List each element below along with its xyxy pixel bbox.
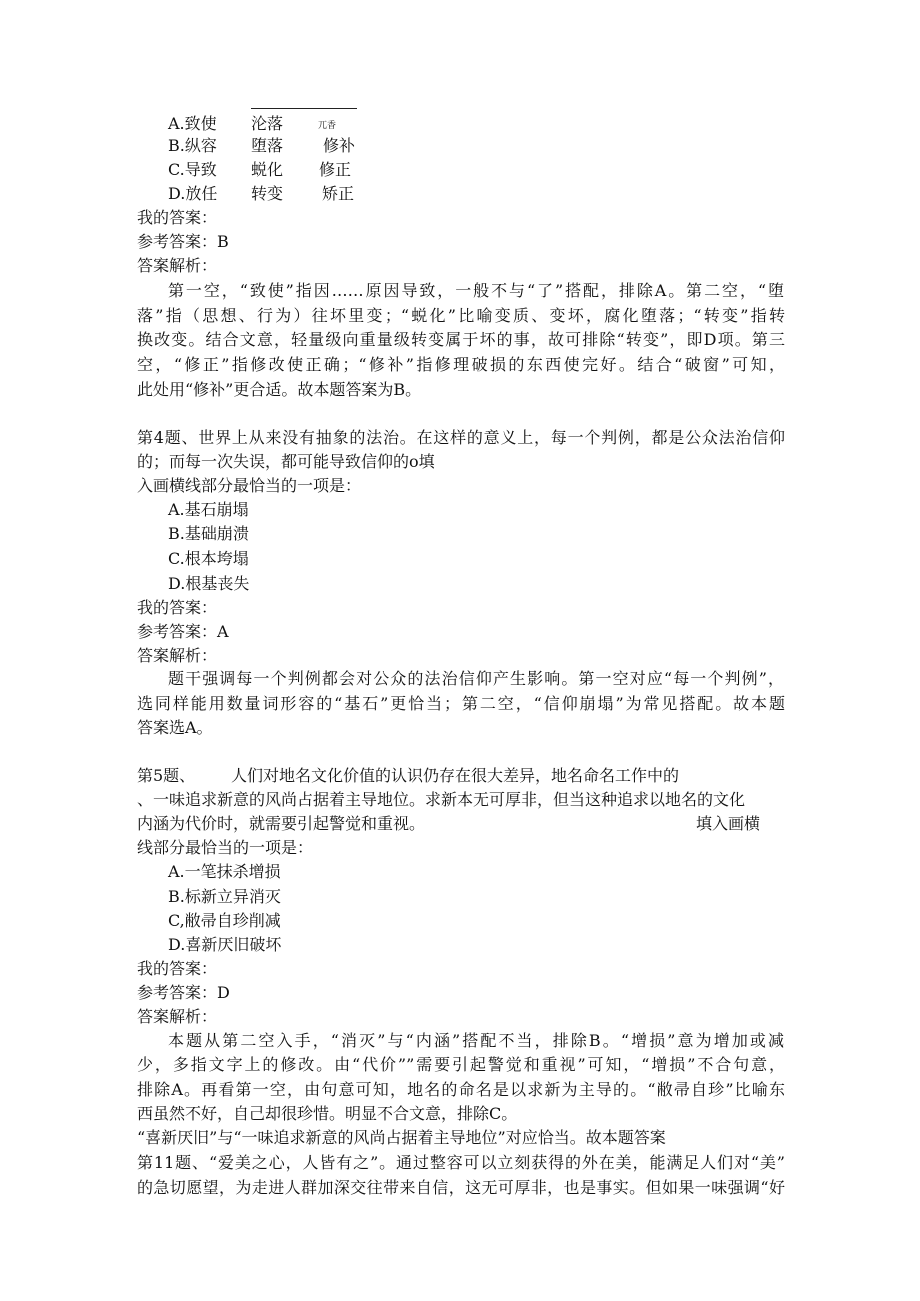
q3-reference-answer: 参考答案：B — [137, 232, 229, 251]
q5-analysis-line: 本题从第二空入手，“消灭”与“内涵”搭配不当，排除B。“增损”意为增加或减 — [168, 1031, 784, 1050]
q5-stem-line: 、一味追求新意的风尚占据着主导地位。求新本无可厚非，但当这种追求以地名的文化 — [137, 790, 746, 809]
q4-analysis-label: 答案解析： — [137, 646, 218, 665]
q4-stem-line: 入画横线部分最恰当的一项是： — [137, 476, 362, 495]
q3-analysis-line: 落”指（思想、行为）往坏里变；“蜕化”比喻变质、变坏，腐化堕落；“转变”指转 — [137, 306, 785, 325]
q11-stem-line: 的急切愿望，为走进人群加深交往带来自信，这无可厚非，也是事实。但如果一味强调“好 — [137, 1178, 785, 1197]
q3-analysis-label: 答案解析： — [137, 256, 218, 275]
q3-my-answer: 我的答案： — [137, 208, 218, 227]
q5-option-b: B.标新立异消灭 — [168, 887, 281, 906]
q4-stem-line: 的；而每一次失误，都可能导致信仰的o填 — [137, 452, 435, 471]
q5-my-answer: 我的答案： — [137, 959, 218, 978]
q5-stem-line: 内涵为代价时，就需要引起警觉和重视。 — [137, 814, 426, 833]
q4-analysis-line: 选同样能用数量词形容的“基石”更恰当；第二空，“信仰崩塌”为常见搭配。故本题 — [137, 694, 785, 713]
q5-stem-line: 人们对地名文化价值的认识仍存在很大差异，地名命名工作中的 — [231, 766, 680, 785]
q3-option-d: D.放任 转变 矫正 — [168, 184, 355, 203]
q4-option-b: B.基础崩溃 — [168, 524, 249, 543]
q5-option-a: A.一笔抹杀增损 — [168, 862, 281, 881]
q4-option-d: D.根基丧失 — [168, 574, 250, 593]
q5-analysis-line: 少，多指文字上的修改。由“代价””需要引起警觉和重视”可知，“增损”不合句意， — [137, 1055, 785, 1074]
q5-reference-answer: 参考答案：D — [137, 983, 230, 1002]
q5-option-c: C,敝帚自珍削减 — [168, 911, 281, 930]
blank-underline — [251, 108, 357, 109]
q4-analysis-line: 题干强调每一个判例都会对公众的法治信仰产生影响。第一空对应“每一个判例”， — [168, 669, 784, 688]
q4-option-a: A.基石崩塌 — [168, 500, 249, 519]
q4-analysis-line: 答案选A。 — [137, 718, 213, 737]
q5-analysis-line: 排除A。再看第一空，由句意可知，地名的命名是以求新为主导的。“敝帚自珍”比喻东 — [137, 1080, 785, 1099]
q5-stem-line: 线部分最恰当的一项是： — [137, 838, 314, 857]
q5-stem-line: 填入画横 — [696, 814, 761, 833]
q5-analysis-label: 答案解析： — [137, 1007, 218, 1026]
q3-analysis-line: 空，“修正”指修改使正确；“修补”指修理破损的东西使完好。结合“破窗”可知， — [137, 355, 785, 374]
q5-stem-number: 第5题、 — [137, 766, 196, 785]
q4-option-c: C.根本垮塌 — [168, 549, 249, 568]
q4-stem-line: 第4题、世界上从来没有抽象的法治。在这样的意义上，每一个判例，都是公众法治信仰 — [137, 428, 785, 447]
q3-analysis-line: 换改变。结合文意，轻量级向重量级转变属于坏的事，故可排除“转变”，即D项。第三 — [137, 330, 785, 349]
q5-analysis-line: “喜新厌旧”与“一味追求新意的风尚占据着主导地位”对应恰当。故本题答案 — [137, 1128, 666, 1147]
q4-my-answer: 我的答案： — [137, 598, 218, 617]
q11-stem-line: 第11题、“爱美之心，人皆有之”。通过整容可以立刻获得的外在美，能满足人们对“美” — [137, 1153, 785, 1172]
q3-option-b: B.纵容 堕落 修补 — [168, 136, 356, 155]
q3-analysis-line: 此处用“修补”更合适。故本题答案为B。 — [137, 380, 422, 399]
q5-analysis-line: 西虽然不好，自己却很珍惜。明显不合文意，排除C。 — [137, 1104, 518, 1123]
q4-reference-answer: 参考答案：A — [137, 622, 229, 641]
q3-option-c: C.导致 蜕化 修正 — [168, 160, 352, 179]
q3-option-a: A.致使 沦落 兀香 — [168, 114, 337, 133]
q3-analysis-line: 第一空，“致使”指因……原因导致，一般不与“了”搭配，排除A。第二空，“堕 — [168, 281, 784, 300]
q5-option-d: D.喜新厌旧破坏 — [168, 935, 282, 954]
